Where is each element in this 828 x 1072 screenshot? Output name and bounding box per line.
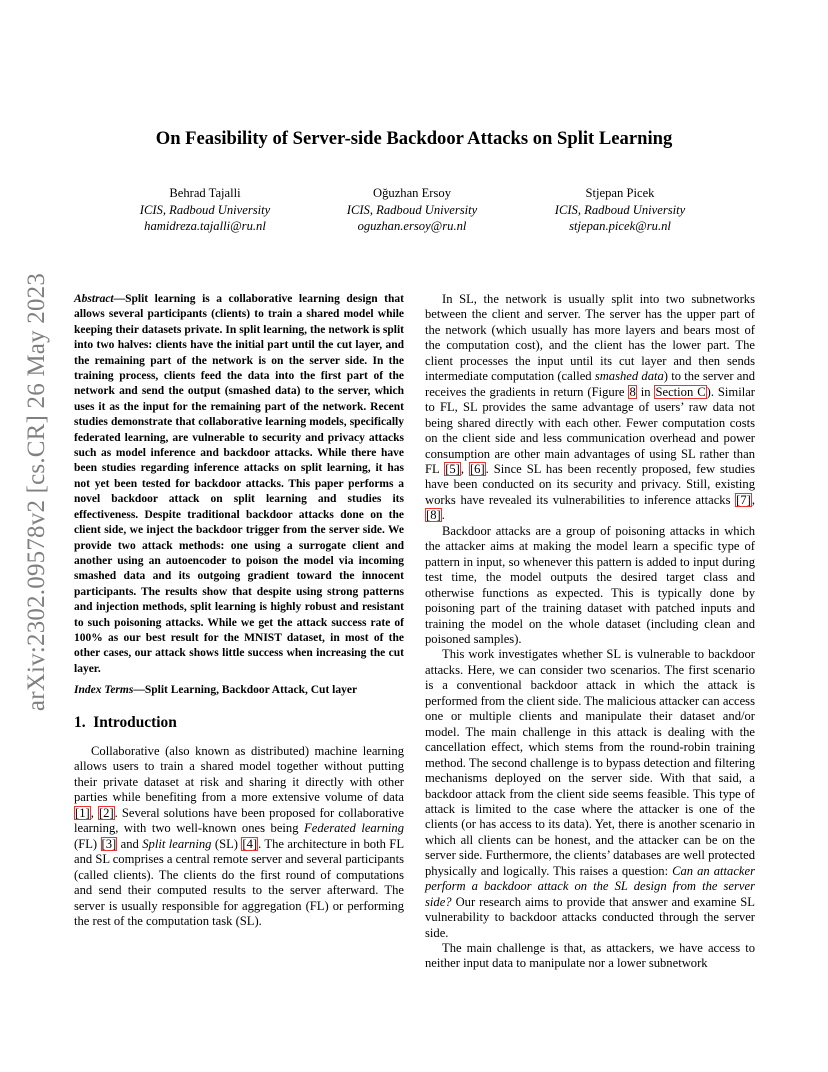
index-terms	[74, 683, 404, 698]
paper-title: On Feasibility of Server-side Backdoor Attacks on Split Learning	[155, 128, 673, 149]
arxiv-identifier: arXiv:2302.09578v2 [cs.CR] 26 May 2023	[23, 272, 50, 712]
abstract-label: Abstract	[74, 293, 114, 305]
body-paragraph: In SL, the network is usually split into two subnetworks between the client and server. The server has the upper part of the network (which usually has more layers and bears most of the computation cost), and the client has the lower part. The client processes the input until its cut layer and then sends intermediate computation (called smashed data) to the server and receives the gradients in return (Figure 8 in Section C). Similar to FL, SL provides the same advantage of users’ raw data not being shared directly with each other. Fewer computation costs on the client side and less communication overhead and power consumption are other main advantages of using SL rather than FL [5], [6]. Since SL has been recently proposed, few studies have been conducted on its security and privacy. Still, existing works have revealed its vulnerabilities to inference attacks [7], [8].	[425, 292, 756, 523]
section-number: 1.	[74, 713, 86, 731]
author-1	[95, 185, 315, 235]
author-affiliation: ICIS, Radboud University	[554, 202, 686, 217]
citation-link[interactable]: [2]	[98, 805, 114, 820]
section-title: Introduction	[93, 713, 177, 731]
intro-paragraph: Collaborative (also known as distributed) machine learning allows users to train a shared model together without putting their private dataset at risk and sharing it directly with other parties while benefiting from a more extensive volume of data [1], [2]. Several solutions have been proposed for collaborative learning, with two well-known ones being Federated learning (FL) [3] and Split learning (SL) [4]. The architecture in both FL and SL comprises a central remote server and several participants (called clients). The clients do the first round of computations and send their computed results to the server afterward. The server is usually responsible for aggregation (FL) or performing the rest of the computation task (SL).	[74, 744, 405, 928]
index-terms-text: —Split Learning, Backdoor Attack, Cut layer	[133, 684, 358, 697]
author-3	[510, 185, 730, 235]
author-name: Behrad Tajalli	[169, 186, 241, 200]
body-paragraph: The main challenge is that, as attackers, we have access to neither input data to manipulate nor a lower subnetwork	[425, 941, 755, 971]
citation-link[interactable]: [8]	[426, 508, 441, 523]
author-email[interactable]: stjepan.picek@ru.nl	[569, 219, 671, 233]
author-name: Stjepan Picek	[585, 186, 655, 200]
citation-link[interactable]: [5]	[445, 461, 460, 476]
section-heading	[74, 715, 404, 730]
author-name: Oğuzhan Ersoy	[373, 186, 451, 200]
author-2	[302, 185, 522, 235]
abstract	[74, 292, 404, 677]
author-affiliation: ICIS, Radboud University	[346, 202, 478, 217]
body-paragraph: Backdoor attacks are a group of poisoning attacks in which the attacker aims at making the model learn a specific type of pattern in input, so whenever this pattern is added to input during test time, the model outputs the desired target class and otherwise functions as expected. This is typically done by poisoning part of the training dataset with patched inputs and training the model on the whole dataset (including clean and poisoned samples).	[425, 523, 755, 646]
citation-link[interactable]: [6]	[469, 461, 485, 476]
figure-link[interactable]: 8	[629, 384, 636, 399]
author-email[interactable]: oguzhan.ersoy@ru.nl	[357, 219, 467, 233]
citation-link[interactable]: [4]	[242, 836, 258, 851]
left-column	[74, 292, 404, 929]
section-link[interactable]: Section C	[655, 384, 706, 399]
body-paragraph: This work investigates whether SL is vulnerable to backdoor attacks. Here, we can consider two scenarios. The first scenario is a conventional backdoor attack in which the attack is performed from the client side. The malicious attacker can access one or multiple clients and manipulate their dataset and/or model. The main challenge in this attack is dealing with the cancellation effect, which stems from the round-robin training method. The second challenge is to bypass detection and filtering mechanisms deployed on the server side. With that said, a backdoor attack from the client side seems feasible. This type of attack is limited to the case where the attacker is one of the clients (or has access to its data). Yet, there is another scenario in which all clients can be honest, and the attacker can be on the server side. Furthermore, the clients’ databases are well protected physically and logically. This raises a question: Can an attacker perform a backdoor attack on the SL design from the server side? Our research aims to provide that answer and examine SL vulnerability to backdoor attacks conducted through the server side.	[425, 647, 756, 940]
arxiv-side-label	[20, 272, 54, 712]
index-terms-label: Index Terms	[74, 684, 134, 697]
author-email[interactable]: hamidreza.tajalli@ru.nl	[144, 219, 266, 233]
citation-link[interactable]: [1]	[75, 805, 90, 820]
abstract-text: —Split learning is a collaborative learning design that allows several participants (clients) to train a shared model while keeping their datasets private. In split learning, the network is split into two halves: clients have the initial part until the cut layer, and the remaining part of the network is on the server side. In the training process, clients feed the data into the first part of the network and send the output (smashed data) to the server, which uses it as the input for the remaining part of the network. Recent studies demonstrate that collaborative learning models, specifically federated learning, are vulnerable to security and privacy attacks such as model inference and backdoor attacks. While there have been studies regarding inference attacks on split learning, it has not yet been tested for backdoor attacks. This paper performs a novel backdoor attack on split learning and studies its effectiveness. Despite traditional backdoor attacks done on the client side, we inject the backdoor trigger from the server side. We provide two attack methods: one using a surrogate client and another using an autoencoder to poison the model via incoming smashed data and its outgoing gradient toward the innocent participants. The results show that despite using strong patterns and injection methods, split learning is highly robust and resistant to such poisoning attacks. While we get the attack success rate of 100% as our best result for the MNIST dataset, in most of the other cases, our attack shows little success when increasing the cut layer.	[74, 293, 404, 675]
author-affiliation: ICIS, Radboud University	[139, 202, 271, 217]
citation-link[interactable]: [3]	[101, 836, 117, 851]
citation-link[interactable]: [7]	[736, 492, 751, 507]
right-column	[425, 292, 755, 972]
